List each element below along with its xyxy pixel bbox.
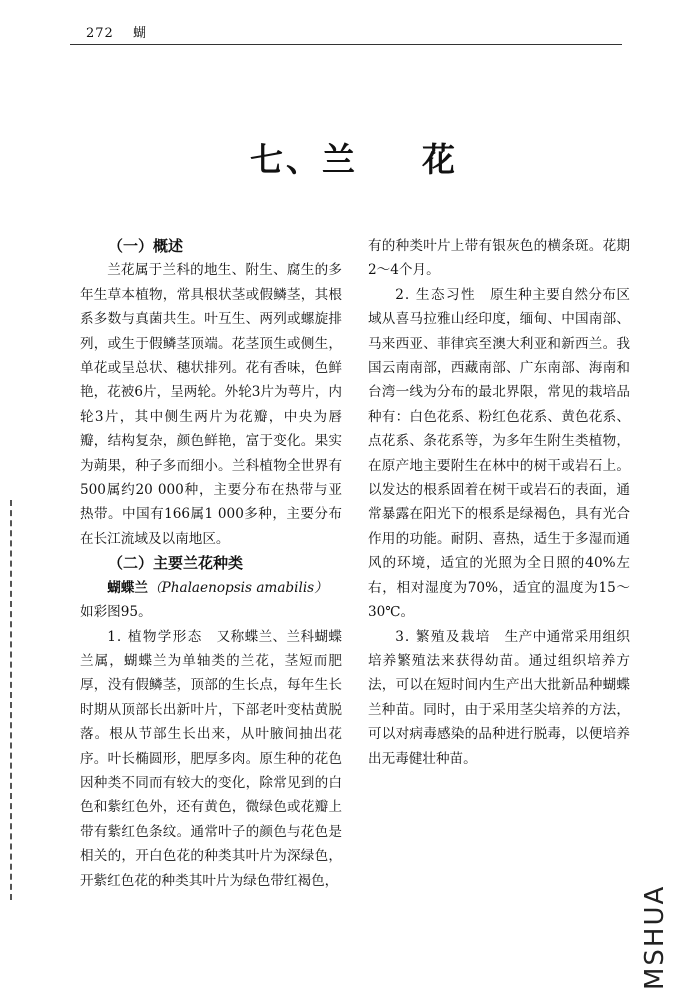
morphology-continued: 有的种类叶片上带有银灰色的横条斑。花期2～4个月。 xyxy=(368,238,630,279)
ecology-label: 2. 生态习性 xyxy=(395,286,477,303)
header-rule xyxy=(70,44,622,45)
book-short-title: 蝴 xyxy=(132,26,147,41)
species-name: 蝴蝶兰 xyxy=(107,579,148,596)
propagation-paragraph xyxy=(368,625,630,771)
watermark: MSHUA xyxy=(640,884,670,990)
left-column xyxy=(80,234,342,893)
morphology-paragraph xyxy=(80,625,342,893)
overview-paragraph: 兰花属于兰科的地生、附生、腐生的多年生草本植物，常具根状茎或假鳞茎，其根系多数与真菌共生。叶互生、两列或螺旋排列，或生于假鳞茎顶端。花茎顶生或侧生，单花或呈总状、穗状排列。花有香味，色鲜艳，花被6片，呈两轮。外轮3片为萼片，内轮3片，其中侧生两片为花瓣，中央为唇瓣，结构复杂，颜色鲜艳，富于变化。果实为蒴果，种子多而细小。兰科植物全世界有500属约20 000种，主要分布在热带与亚热带。中国有166属1 000多种，主要分布在长江流域及以南地区。 xyxy=(80,262,342,547)
chapter-title-left: 七、兰 xyxy=(250,140,358,179)
species-entry xyxy=(80,576,342,625)
chapter-title-right: 花 xyxy=(422,140,458,179)
propagation-label: 3. 繁殖及栽培 xyxy=(395,628,491,645)
section-heading-overview: （一）概述 xyxy=(108,237,184,255)
ecology-text: 原生种主要自然分布区域从喜马拉雅山经印度，缅甸、中国南部、马来西亚、菲律宾至澳大利亚和新西兰。我国云南南部，西藏南部、广东南部、海南和台湾一线为分布的最北界限，常见的栽培品种有：白色花系、粉红色花系、黄色花系、点花系、条花系等，为多年生附生类植物，在原产地主要附生在林中的树干或岩石上。以发达的根系固着在树干或岩石的表面，通常暴露在阳光下的根系是绿褐色，具有光合作用的功能。耐阴、喜热，适生于多湿而通风的环境，适宜的光照为全日照的40%左右，相对湿度为70%，适宜的温度为15～30℃。 xyxy=(368,286,631,621)
latin-name: （Phalaenopsis amabilis） xyxy=(147,579,328,596)
figure-reference: 如彩图95。 xyxy=(80,604,152,621)
page-number: 272 xyxy=(86,26,114,41)
running-head xyxy=(86,22,147,41)
morphology-text: 又称蝶兰、兰科蝴蝶兰属，蝴蝶兰为单轴类的兰花，茎短而肥厚，没有假鳞茎，顶部的生长点，每年生长时期从顶部长出新叶片，下部老叶变枯黄脱落。根从节部生长出来，从叶腋间抽出花序。叶长椭圆形，肥厚多肉。原生种的花色因种类不同而有较大的变化，除常见到的白色和紫红色外，还有黄色，微绿色或花瓣上带有紫红色条纹。通常叶子的颜色与花色是相关的，开白色花的种类其叶片为深绿色，开紫红色花的种类其叶片为绿色带红褐色， xyxy=(80,628,343,889)
morphology-label: 1. 植物学形态 xyxy=(107,628,203,645)
right-column xyxy=(368,234,630,771)
propagation-text: 生产中通常采用组织培养繁殖法来获得幼苗。通过组织培养方法，可以在短时间内生产出大批新品种蝴蝶兰种苗。同时，由于采用茎尖培养的方法，可以对病毒感染的品种进行脱毒，以便培养出无毒健壮种苗。 xyxy=(368,628,631,767)
section-heading-species: （二）主要兰花种类 xyxy=(108,554,244,573)
chapter-title xyxy=(250,134,458,181)
ecology-paragraph xyxy=(368,283,630,625)
scan-margin-marks xyxy=(10,500,14,900)
